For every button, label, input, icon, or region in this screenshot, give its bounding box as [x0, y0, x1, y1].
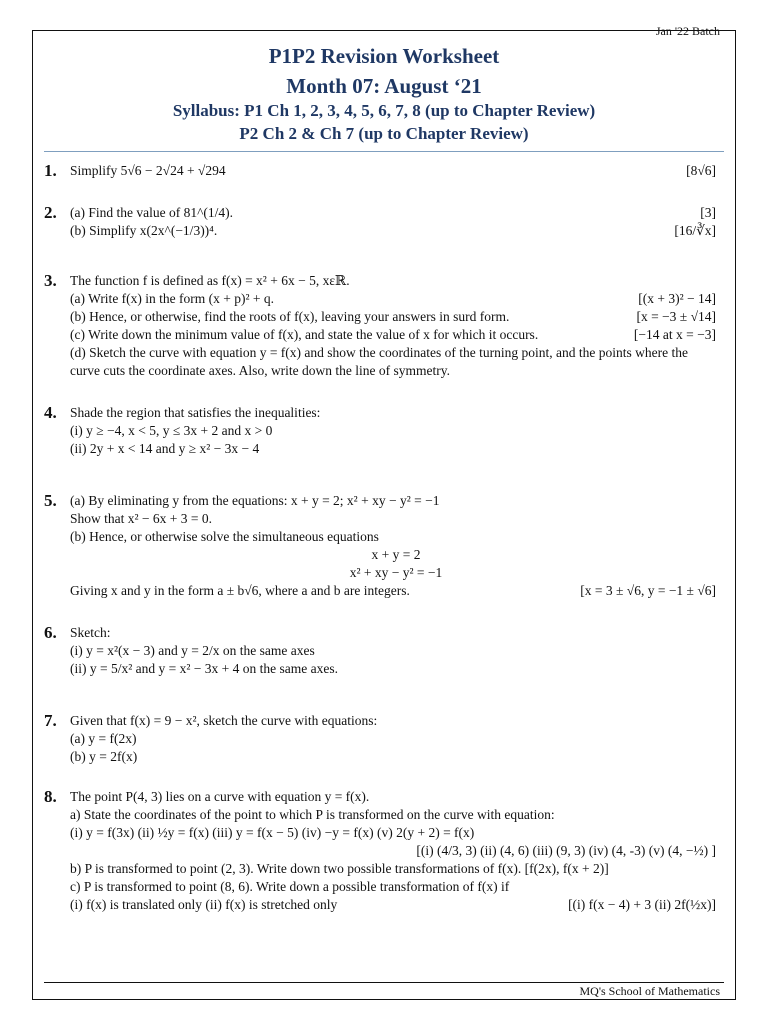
question-text: (a) Write f(x) in the form (x + p)² + q. [70, 291, 275, 306]
question-line [70, 624, 722, 642]
question-line [70, 788, 722, 806]
answer-label: [x = −3 ± √14] [636, 309, 716, 324]
question-number: 1. [44, 161, 57, 180]
question-text: curve cuts the coordinate axes. Also, write down the line of symmetry. [70, 363, 451, 378]
question-line [70, 878, 722, 896]
question-text: (ii) y = 5/x² and y = x² − 3x + 4 on the same axes. [70, 661, 339, 676]
question-text: Show that x² − 6x + 3 = 0. [70, 511, 213, 526]
question-text: (c) Write down the minimum value of f(x), and state the value of x for which it occurs. [70, 327, 539, 342]
footer-divider [44, 982, 724, 983]
answer-label: [(x + 3)² − 14] [638, 291, 716, 306]
question-text: c) P is transformed to point (8, 6). Write down a possible transformation of f(x) if [70, 879, 510, 894]
question-text: (d) Sketch the curve with equation y = f(x) and show the coordinates of the turning point, and the points where the [70, 345, 688, 360]
worksheet-month: Month 07: August ‘21 [286, 74, 482, 98]
question-line [70, 842, 722, 860]
batch-label: Jan '22 Batch [655, 24, 720, 38]
answer-label: [3] [700, 205, 716, 220]
question-line [70, 344, 722, 362]
question-text: Sketch: [70, 625, 111, 640]
school-name: MQ's School of Mathematics [579, 984, 720, 998]
question-text: x² + xy − y² = −1 [349, 565, 443, 580]
question-line [70, 290, 722, 308]
question-line [70, 582, 722, 600]
question-number: 2. [44, 203, 57, 222]
question-line [70, 326, 722, 344]
question-line [70, 642, 722, 660]
question-text: The point P(4, 3) lies on a curve with equation y = f(x). [70, 789, 370, 804]
question-text: (ii) 2y + x < 14 and y ≥ x² − 3x − 4 [70, 441, 260, 456]
question-text: (a) Find the value of 81^(1/4). [70, 205, 234, 220]
question-line [70, 308, 722, 326]
question-line [70, 712, 722, 730]
answer-label: [x = 3 ± √6, y = −1 ± √6] [580, 583, 716, 598]
question-number: 3. [44, 271, 57, 290]
answer-label: [16/∛x] [674, 223, 716, 238]
question-text: (a) By eliminating y from the equations: x + y = 2; x² + xy − y² = −1 [70, 493, 440, 508]
question-line [70, 896, 722, 914]
syllabus-line-1: Syllabus: P1 Ch 1, 2, 3, 4, 5, 6, 7, 8 (up to Chapter Review) [172, 101, 596, 120]
syllabus-line-2: P2 Ch 2 & Ch 7 (up to Chapter Review) [239, 124, 529, 143]
question-line [70, 660, 722, 678]
question-line [70, 806, 722, 824]
question-text: Given that f(x) = 9 − x², sketch the curve with equations: [70, 713, 378, 728]
question-body [70, 712, 722, 766]
question-number: 6. [44, 623, 57, 642]
question-line [70, 564, 722, 582]
question-line [70, 492, 722, 510]
question-text: Simplify 5√6 − 2√24 + √294 [70, 163, 226, 178]
worksheet-title: P1P2 Revision Worksheet [268, 44, 500, 68]
answer-label: [8√6] [686, 163, 716, 178]
question-line [70, 860, 722, 878]
question-line [70, 404, 722, 422]
question-text: b) P is transformed to point (2, 3). Write down two possible transformations of f(x). [f(2x), f(x + 2)] [70, 861, 609, 876]
question-text: (i) f(x) is translated only (ii) f(x) is stretched only [70, 897, 338, 912]
question-body [70, 404, 722, 458]
question-body [70, 272, 722, 380]
question-text: Giving x and y in the form a ± b√6, where a and b are integers. [70, 583, 410, 598]
question-number: 5. [44, 491, 57, 510]
question-text: (b) Simplify x(2x^(−1/3))⁴. [70, 223, 218, 238]
question-text: a) State the coordinates of the point to which P is transformed on the curve with equation: [70, 807, 555, 822]
question-text: (b) Hence, or otherwise, find the roots of f(x), leaving your answers in surd form. [70, 309, 510, 324]
question-line [70, 528, 722, 546]
question-body [70, 492, 722, 600]
question-number: 7. [44, 711, 57, 730]
question-text: (b) Hence, or otherwise solve the simultaneous equations [70, 529, 379, 544]
answer-label: [−14 at x = −3] [633, 327, 716, 342]
question-line [70, 222, 722, 240]
answer-label: [(i) f(x − 4) + 3 (ii) 2f(½x)] [568, 897, 716, 912]
question-line [70, 510, 722, 528]
question-text: (i) y = f(3x) (ii) ½y = f(x) (iii) y = f(x − 5) (iv) −y = f(x) (v) 2(y + 2) = f(x) [70, 825, 475, 840]
question-line [70, 204, 722, 222]
question-line [70, 440, 722, 458]
question-number: 8. [44, 787, 57, 806]
question-body [70, 204, 722, 240]
question-text: (a) y = f(2x) [70, 731, 137, 746]
question-text: The function f is defined as f(x) = x² + 6x − 5, xεℝ. [70, 273, 350, 288]
question-line [70, 546, 722, 564]
question-line [70, 422, 722, 440]
question-text: (i) y = x²(x − 3) and y = 2/x on the same axes [70, 643, 315, 658]
answer-label: [(i) (4/3, 3) (ii) (4, 6) (iii) (9, 3) (iv) (4, -3) (v) (4, −½) ] [416, 843, 716, 858]
question-line [70, 362, 722, 380]
question-text: x + y = 2 [371, 547, 421, 562]
question-body [70, 624, 722, 678]
question-text: (i) y ≥ −4, x < 5, y ≤ 3x + 2 and x > 0 [70, 423, 273, 438]
question-line [70, 162, 722, 180]
question-line [70, 272, 722, 290]
question-text: (b) y = 2f(x) [70, 749, 138, 764]
header-divider [44, 151, 724, 152]
question-body [70, 788, 722, 914]
question-body [70, 162, 722, 180]
question-line [70, 730, 722, 748]
question-text: Shade the region that satisfies the inequalities: [70, 405, 321, 420]
question-line [70, 748, 722, 766]
question-number: 4. [44, 403, 57, 422]
question-line [70, 824, 722, 842]
